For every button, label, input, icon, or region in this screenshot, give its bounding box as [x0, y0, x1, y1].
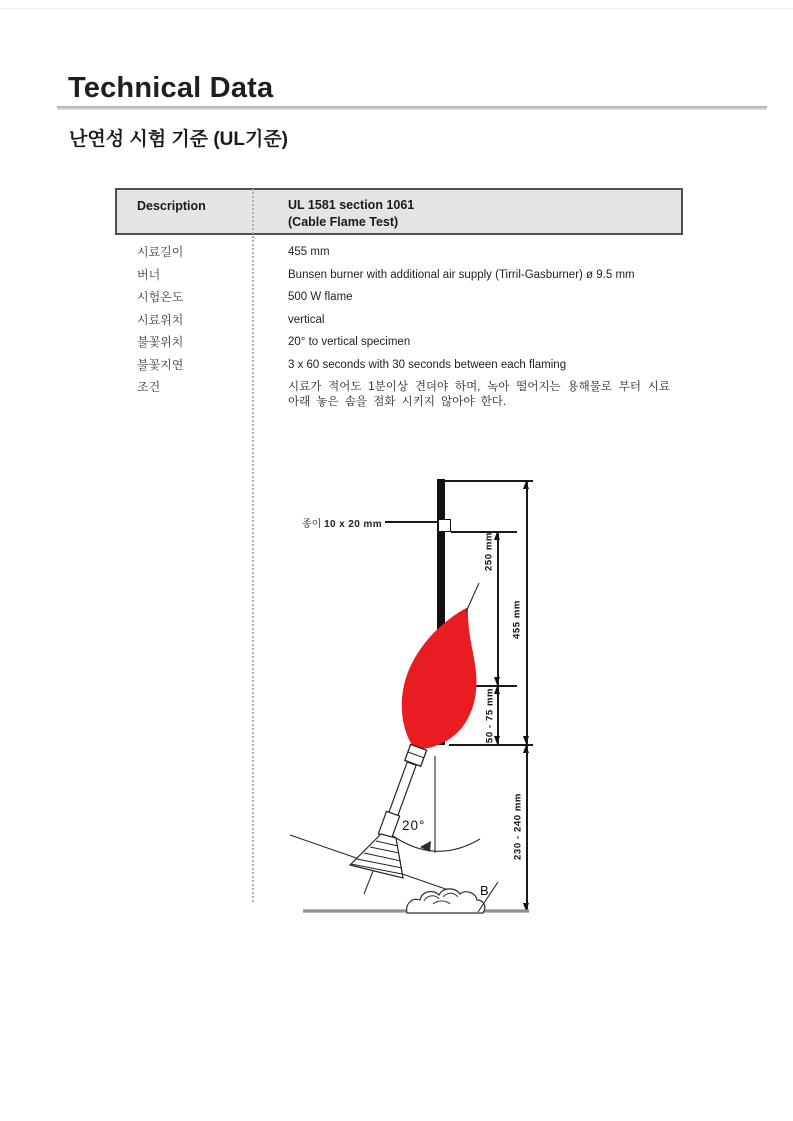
burner-base: [350, 834, 403, 878]
row-value: 3 x 60 seconds with 30 seconds between each flaming: [288, 358, 567, 371]
row-label: 조건: [137, 380, 161, 394]
table-header-standard: [288, 197, 414, 231]
table-row: [137, 313, 670, 328]
standard-line1: UL 1581 section 1061: [288, 198, 415, 212]
table-header: [115, 188, 683, 235]
row-value: 455 mm: [288, 246, 330, 258]
row-value: Bunsen burner with additional air supply (Tirril-Gasburner) ø 9.5 mm: [288, 268, 635, 281]
flame-shape: [402, 607, 477, 749]
standard-line2: (Cable Flame Test): [288, 215, 399, 229]
arrow-up-icon: [523, 481, 529, 489]
paper-label: [296, 515, 382, 530]
paper-leader-line: [385, 521, 438, 523]
page-top-rule: [0, 8, 793, 9]
row-label: 시료길이: [137, 245, 184, 259]
paper-flag: [438, 519, 451, 532]
dim-label-230-240mm: 230 - 240 mm: [512, 793, 524, 860]
dim-label-455mm: 455 mm: [511, 600, 523, 639]
row-value: 20° to vertical specimen: [288, 336, 411, 348]
table-row: [137, 358, 670, 373]
row-value: vertical: [288, 313, 325, 326]
table-row: [137, 245, 670, 260]
table-row: [137, 335, 670, 350]
burner-flame-drawing: [250, 570, 550, 930]
angle-arc: [393, 836, 480, 851]
arrow-up-icon: [494, 532, 500, 540]
table-header-description: Description: [137, 199, 206, 213]
condition-line1: 시료가 적어도 1분이상 견뎌야 하며, 녹아 떨어지는 용해물로 부터 시료: [288, 381, 670, 393]
row-label: 불꽃지연: [137, 357, 184, 372]
flame-tip-line: [466, 583, 479, 612]
row-value: 500 W flame: [288, 291, 353, 303]
row-value: [288, 380, 670, 410]
cotton-label: B: [480, 883, 489, 898]
paper-label-dim: 10 x 20 mm: [324, 519, 382, 530]
table-row: [137, 290, 670, 305]
angle-label: 20°: [402, 818, 426, 833]
row-label: 불꽃위치: [137, 335, 184, 349]
section-subtitle: 난연성 시험 기준 (UL기준): [69, 129, 289, 150]
tick-specimen-top: [445, 480, 533, 482]
table-row: [137, 380, 670, 410]
dim-label-50-75mm: 50 - 75 mm: [484, 687, 496, 744]
title-divider: [57, 106, 767, 110]
page-title: Technical Data: [68, 72, 274, 104]
paper-label-ko: 종이: [301, 519, 322, 530]
cotton-pile: [407, 889, 485, 913]
row-label: 시험온도: [137, 290, 184, 304]
burner-tube: [387, 762, 416, 820]
table-row: [137, 268, 670, 283]
table-body: [137, 245, 670, 418]
dim-label-250mm: 250 mm: [483, 532, 495, 571]
row-label: 버너: [137, 267, 161, 282]
condition-line2: 아래 놓은 솜을 점화 시키지 않아야 한다.: [288, 396, 507, 408]
row-label: 시료위치: [137, 312, 184, 327]
